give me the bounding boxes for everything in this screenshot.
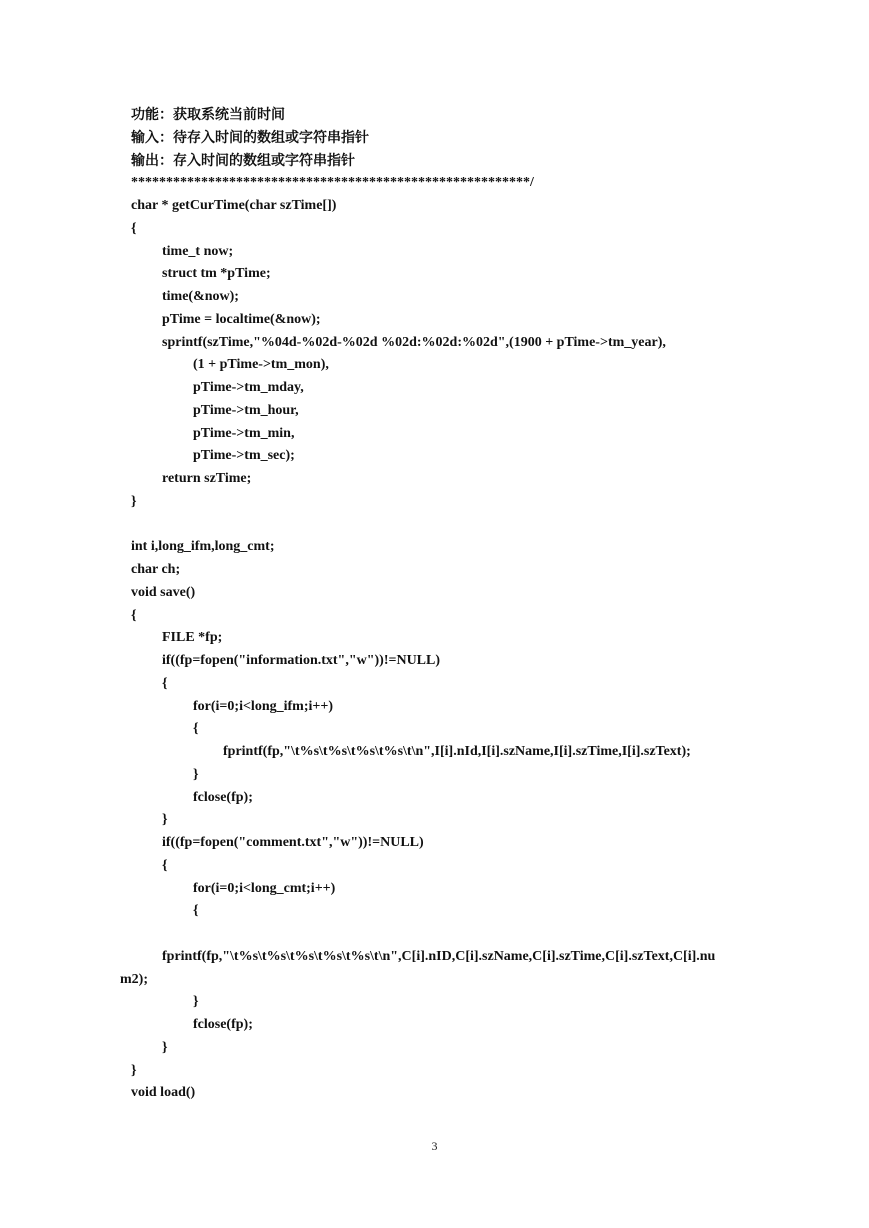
code-line: } [193,994,199,1010]
load-signature: void load() [131,1085,196,1101]
code-line: { [162,675,168,691]
code-line: for(i=0;i<long_cmt;i++) [193,880,336,896]
global-char-decl: char ch; [131,562,181,577]
code-line: } [193,766,199,782]
getcurtime-signature: char * getCurTime(char szTime[]) [131,198,337,213]
page-number: 3 [431,1139,438,1153]
blank-line [131,923,791,946]
code-line: struct tm *pTime; [162,266,271,282]
code-line: time(&now); [162,289,239,304]
code-line: fprintf(fp,"\t%s\t%s\t%s\t%s\t%s\t\n",C[i].nID,C[i].szName,C[i].szTime,C[i].szText,C[i].nu [162,948,716,964]
global-int-decl: int i,long_ifm,long_cmt; [131,539,275,555]
save-open-brace: { [131,607,137,623]
comment-closing-line: *********************************************************/ [131,175,534,191]
code-line: pTime->tm_sec); [193,448,295,464]
code-line: } [162,1039,168,1055]
code-line: (1 + pTime->tm_mon), [193,357,329,373]
blank-line [131,514,791,537]
code-line: } [162,812,168,828]
comment-input-line: 输入：待存入时间的数组或字符串指针 [131,129,369,146]
code-line: fclose(fp); [193,789,253,805]
code-line: { [193,903,199,919]
code-line: pTime->tm_mday, [193,380,304,395]
code-line: sprintf(szTime,"%04d-%02d-%02d %02d:%02d:%02d",(1900 + pTime->tm_year), [162,334,666,350]
comment-function-line: 功能：获取系统当前时间 [131,107,285,123]
code-line: pTime->tm_hour, [193,402,299,418]
code-line: if((fp=fopen("comment.txt","w"))!=NULL) [162,835,424,850]
code-line: return szTime; [162,471,252,486]
code-line: fprintf(fp,"\t%s\t%s\t%s\t%s\t\n",I[i].nId,I[i].szName,I[i].szTime,I[i].szText); [223,744,691,759]
code-line: for(i=0;i<long_ifm;i++) [193,698,333,714]
code-line: { [162,857,168,873]
code-line: if((fp=fopen("information.txt","w"))!=NULL) [162,653,441,668]
save-close-brace: } [131,1062,137,1078]
comment-output-line: 输出：存入时间的数组或字符串指针 [131,152,355,169]
save-signature: void save() [131,584,196,600]
getcurtime-open-brace: { [131,220,137,236]
code-listing [120,104,791,1105]
code-line: { [193,721,199,737]
code-line: FILE *fp; [162,630,223,646]
code-line: fclose(fp); [193,1017,253,1032]
code-line: pTime->tm_min, [193,425,295,441]
getcurtime-close-brace: } [131,493,137,509]
code-line: m2); [120,971,148,987]
code-line: pTime = localtime(&now); [162,311,321,327]
code-line: time_t now; [162,243,234,259]
